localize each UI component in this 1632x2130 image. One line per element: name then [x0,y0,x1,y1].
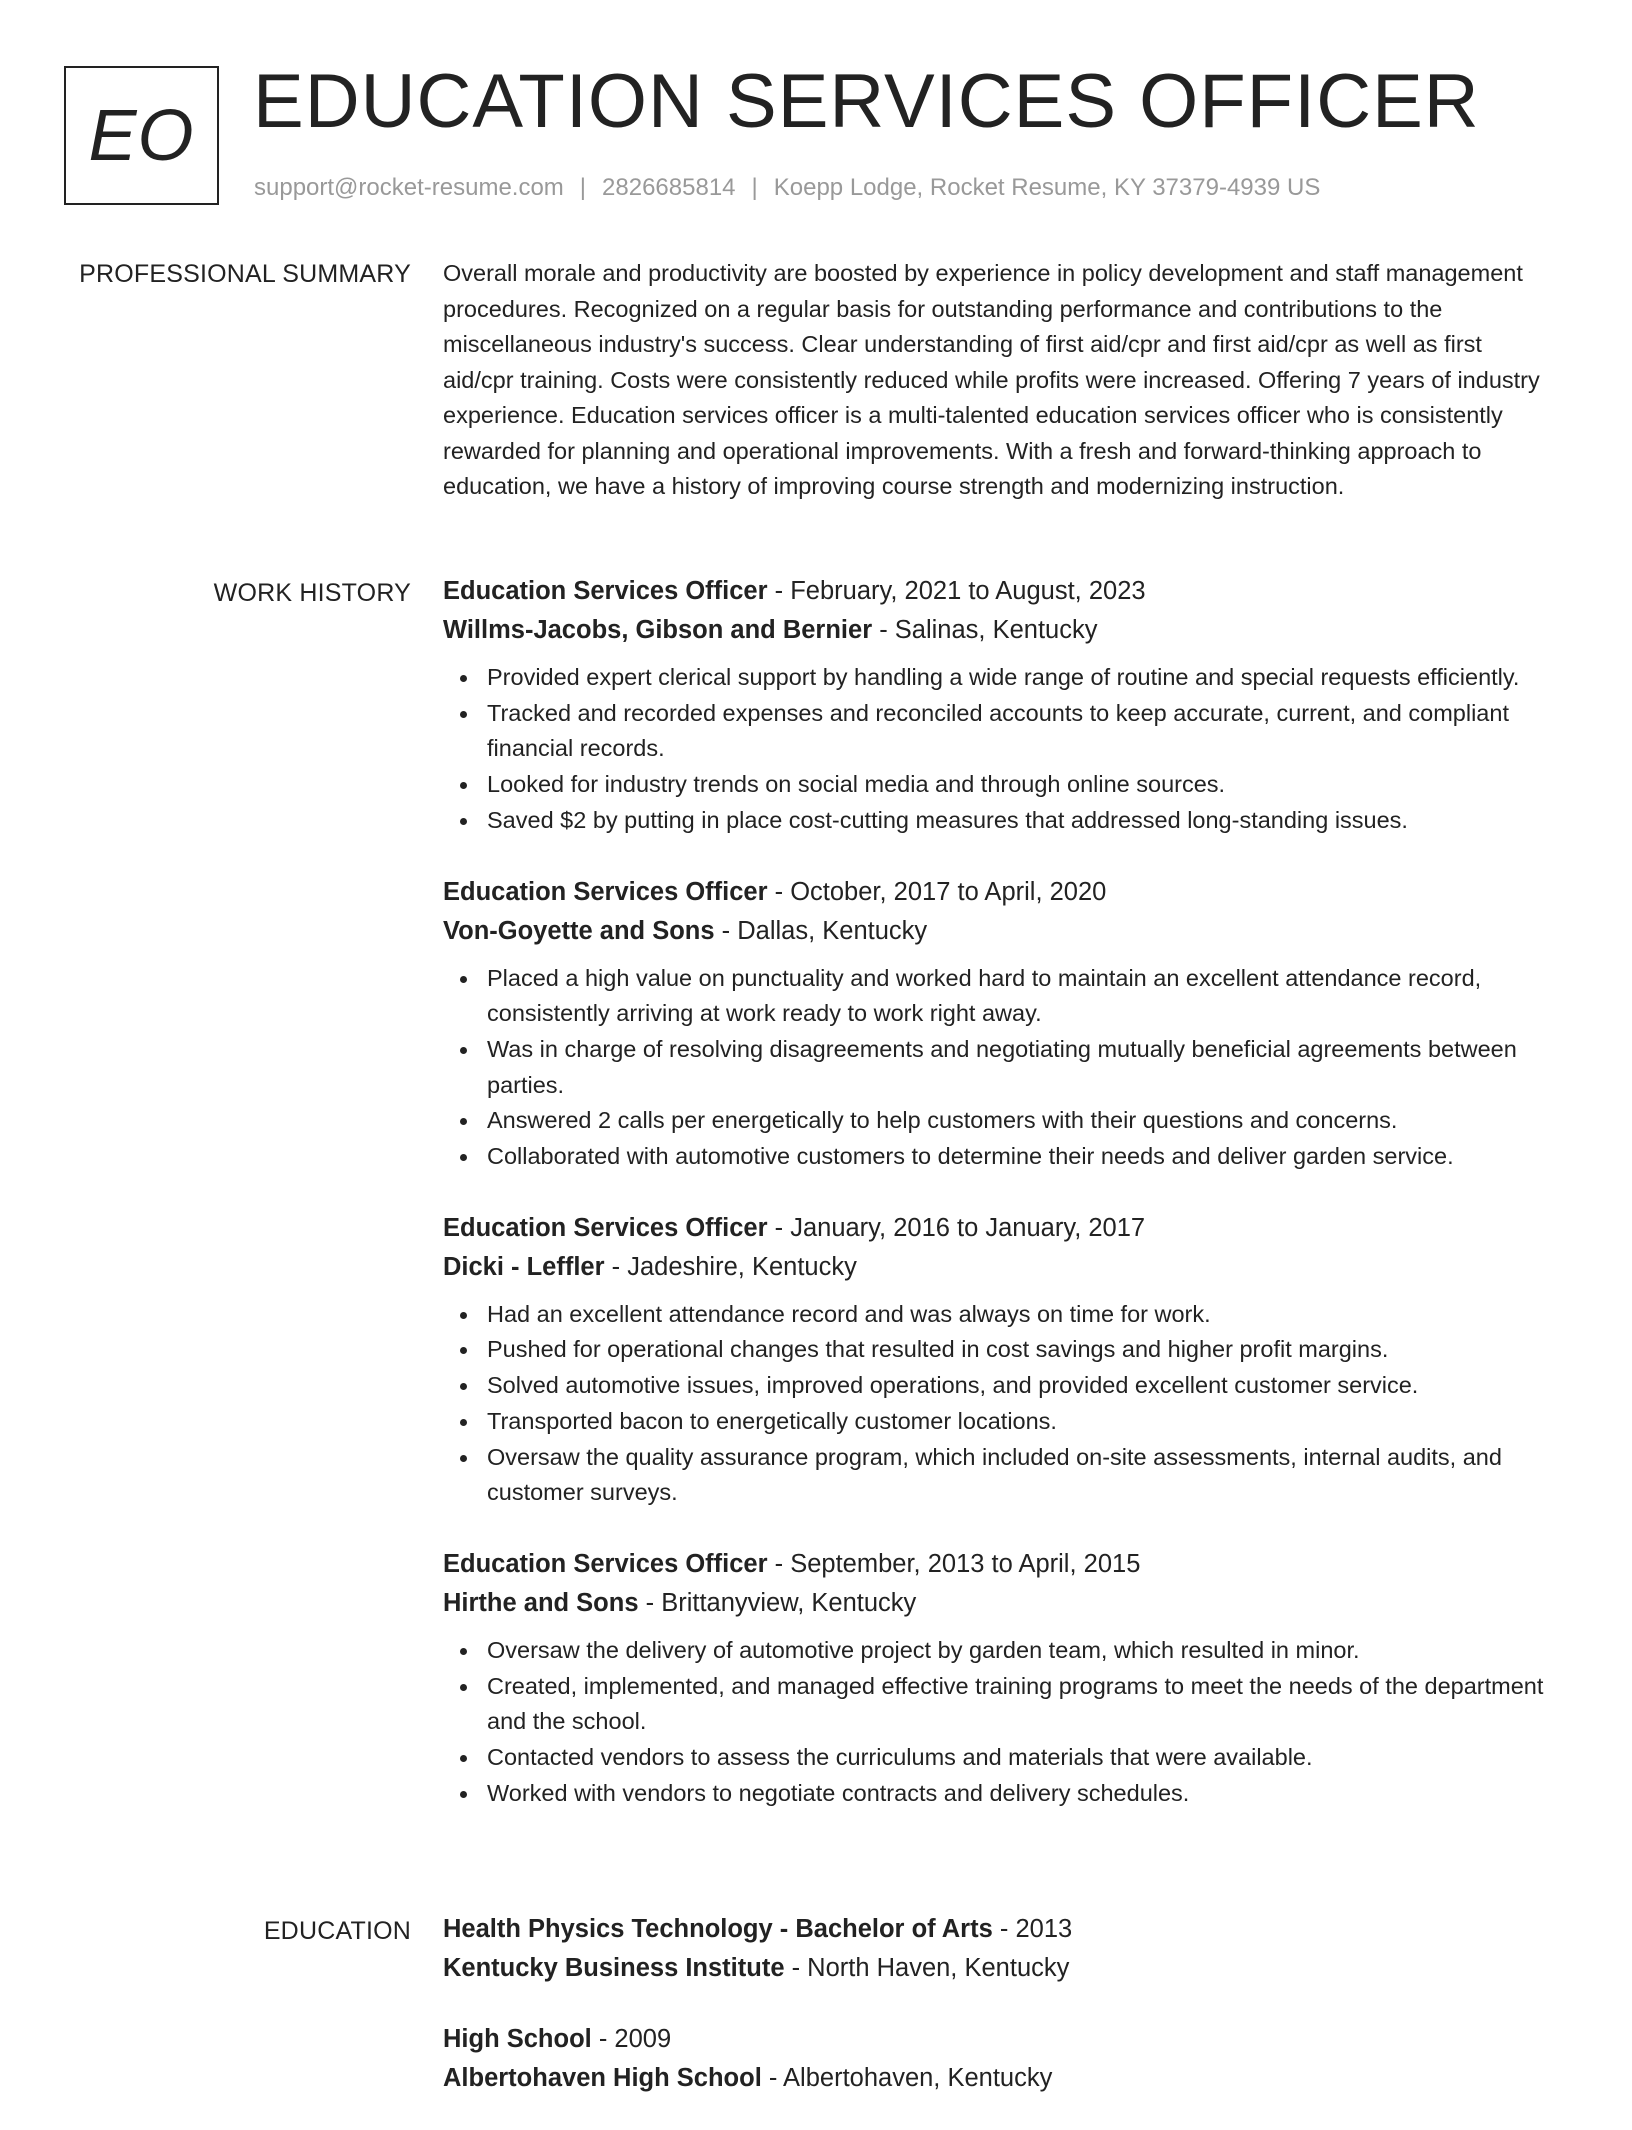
section-label-work-history: WORK HISTORY [213,579,411,607]
job-location: - Dallas, Kentucky [714,916,928,945]
education-degree: High School [443,2025,592,2053]
job-company-line [443,611,1553,650]
section-label-education: EDUCATION [263,1917,411,1945]
job-entry [443,1545,1553,1812]
job-title: Education Services Officer [443,577,768,605]
job-title: Education Services Officer [443,877,768,906]
work-history-body [443,572,1553,1845]
bullet-item: Contacted vendors to assess the curriculums and materials that were available. [487,1740,1553,1776]
job-dates: - October, 2017 to April, 2020 [767,877,1107,906]
job-title: Education Services Officer [443,1549,768,1578]
contact-line [254,174,1320,202]
bullet-item: Worked with vendors to negotiate contracts and delivery schedules. [487,1776,1553,1812]
summary-body [443,256,1553,505]
job-company: Hirthe and Sons [443,1588,639,1617]
education-entry [443,1910,1553,1988]
education-degree: Health Physics Technology - Bachelor of Arts [443,1915,993,1943]
job-bullets [443,961,1553,1175]
education-school-line [443,2059,1553,2098]
job-title-line [443,572,1553,611]
contact-address: Koepp Lodge, Rocket Resume, KY 37379-4939 US [773,174,1321,201]
bullet-item: Placed a high value on punctuality and worked hard to maintain an excellent attendance record, consistently arriving at work ready to work right away. [487,961,1553,1032]
education-body [443,1910,1553,2130]
education-location: - North Haven, Kentucky [784,1954,1070,1982]
education-degree-line [443,2020,1553,2059]
job-company-line [443,1248,1553,1287]
job-dates: - February, 2021 to August, 2023 [767,577,1146,605]
contact-separator: | [751,174,758,201]
job-bullets [443,660,1553,839]
bullet-item: Answered 2 calls per energetically to help customers with their questions and concerns. [487,1103,1553,1139]
bullet-item: Saved $2 by putting in place cost-cutting measures that addressed long-standing issues. [487,803,1553,839]
job-entry [443,873,1553,1175]
bullet-item: Had an excellent attendance record and was always on time for work. [487,1297,1553,1333]
summary-text: Overall morale and productivity are boosted by experience in policy development and staff management procedures. Recognized on a regular basis for outstanding performance and contributions to the miscellaneous industry's success. Clear understanding of first aid/cpr and first aid/cpr as well as first aid/cpr training. Costs were consistently reduced while profits were increased. Offering 7 years of industry experience. Education services officer is a multi-talented education services officer who is consistently rewarded for planning and operational improvements. With a fresh and forward-thinking approach to education, we have a history of improving course strength and modernizing instruction. [443,260,1540,499]
job-title: Education Services Officer [443,1213,768,1242]
job-dates: - September, 2013 to April, 2015 [767,1549,1141,1578]
job-bullets [443,1633,1553,1812]
contact-separator: | [579,174,587,201]
contact-email: support@rocket-resume.com [254,174,564,201]
job-title-line [443,873,1553,912]
education-year: - 2013 [992,1915,1073,1943]
bullet-item: Collaborated with automotive customers to determine their needs and deliver garden service. [487,1139,1553,1175]
education-school: Kentucky Business Institute [443,1954,785,1982]
job-location: - Salinas, Kentucky [872,616,1098,644]
bullet-item: Created, implemented, and managed effective training programs to meet the needs of the department and the school. [487,1669,1553,1740]
job-title-line [443,1545,1553,1584]
education-school-line [443,1949,1553,1988]
bullet-item: Provided expert clerical support by handling a wide range of routine and special requests efficiently. [487,660,1553,696]
initials-monogram: EO [64,66,219,205]
bullet-item: Solved automotive issues, improved operations, and provided excellent customer service. [487,1368,1553,1404]
page-title: EDUCATION SERVICES OFFICER [253,59,1480,144]
bullet-item: Transported bacon to energetically customer locations. [487,1404,1553,1440]
bullet-item: Tracked and recorded expenses and reconciled accounts to keep accurate, current, and compliant financial records. [487,696,1553,767]
bullet-item: Oversaw the quality assurance program, which included on-site assessments, internal audits, and customer surveys. [487,1440,1553,1511]
job-company: Dicki - Leffler [443,1252,605,1281]
bullet-item: Looked for industry trends on social media and through online sources. [487,767,1553,803]
bullet-item: Pushed for operational changes that resulted in cost savings and higher profit margins. [487,1332,1553,1368]
education-location: - Albertohaven, Kentucky [761,2064,1053,2092]
job-entry [443,572,1553,839]
contact-phone: 2826685814 [602,174,736,201]
education-year: - 2009 [591,2025,672,2053]
education-degree-line [443,1910,1553,1949]
section-label-summary: PROFESSIONAL SUMMARY [79,260,411,288]
job-bullets [443,1297,1553,1511]
job-location: - Brittanyview, Kentucky [638,1588,917,1617]
job-company: Willms-Jacobs, Gibson and Bernier [443,616,873,644]
job-entry [443,1209,1553,1511]
job-company-line [443,912,1553,951]
bullet-item: Oversaw the delivery of automotive project by garden team, which resulted in minor. [487,1633,1553,1669]
job-title-line [443,1209,1553,1248]
job-location: - Jadeshire, Kentucky [604,1252,857,1281]
education-school: Albertohaven High School [443,2064,762,2092]
bullet-item: Was in charge of resolving disagreements and negotiating mutually beneficial agreements between parties. [487,1032,1553,1103]
job-company-line [443,1584,1553,1623]
education-entry [443,2020,1553,2098]
job-dates: - January, 2016 to January, 2017 [767,1213,1146,1242]
job-company: Von-Goyette and Sons [443,916,715,945]
